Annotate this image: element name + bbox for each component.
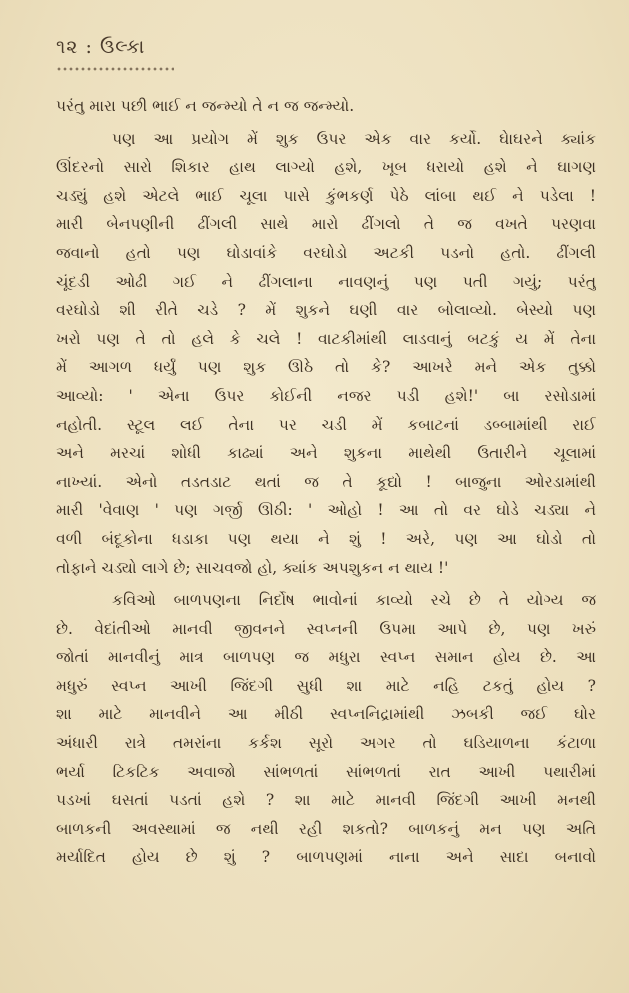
text-line: ચૂંદડી ઓઢી ગઈ ને ઢીંગલાના નાવણનું પણ પતી ગયું; પરંતુ xyxy=(56,272,596,291)
text-line: ઊંદરનો સારો શિકાર હાથ લાગ્યો હશે, ખૂબ ધરાયો હશે ને ઘાગણ xyxy=(56,158,596,177)
text-line: અંધારી રાત્રે તમરાંના કર્કશ સૂરો અગર તો ઘડિયાળના કંટાળા xyxy=(56,734,596,753)
text-line: બાળકની અવસ્થામાં જ નથી રહી શકતો? બાળકનું મન પણ અતિ xyxy=(56,819,596,838)
text-line: વરઘોડો શી રીતે ચડે ? મેં શુકને ઘણી વાર બોલાવ્યો. બેસ્યો પણ xyxy=(56,301,596,320)
text-line: જોતાં માનવીનું માત્ર બાળપણ જ મધુરા સ્વપ્ન સમાન હોય છે. આ xyxy=(56,648,596,667)
header-ornament-rule xyxy=(56,66,174,72)
paragraph xyxy=(56,125,596,583)
text-line: તોફાને ચડ્યો લાગે છે; સાચવજો હો, ક્યાંક અપશુકન ન થાય !' xyxy=(56,558,449,577)
text-line: વળી બંદૂકોના ધડાકા પણ થયા ને શું ! અરે, પણ આ ઘોડો તો xyxy=(56,529,596,548)
running-head: ૧૨ : ઉલ્કા xyxy=(56,36,146,58)
text-line: પરંતુ મારા પછી ભાઈ ન જન્મ્યો તે ન જ જન્મ્યો. xyxy=(56,97,355,115)
text-line: છે. વેદાંતીઓ માનવી જીવનને સ્વપ્નની ઉપમા આપે છે, પણ ખરું xyxy=(56,619,596,638)
text-line: શા માટે માનવીને આ મીઠી સ્વપ્નનિદ્રામાંથી ઝબકી જઈ ઘોર xyxy=(56,705,596,724)
text-line: મર્યાદિત હોય છે શું ? બાળપણમાં નાના અને સાદા બનાવો xyxy=(56,848,596,867)
text-line: ખરો પણ તે તો હલે કે ચલે ! વાટકીમાંથી લાડવાનું બટકું ય મેં તેના xyxy=(56,329,596,348)
paragraph xyxy=(56,92,596,121)
text-line: મારી બેનપણીની ઢીંગલી સાથે મારો ઢીંગલો તે જ વખતે પરણવા xyxy=(56,215,596,234)
text-line: પણ આ પ્રયોગ મેં શુક ઉપર એક વાર કર્યો. ઘેાઘરને ક્યાંક xyxy=(112,129,596,148)
body-text xyxy=(56,92,596,872)
text-line: ભર્યા ટિકટિક અવાજો સાંભળતાં સાંભળતાં રાત આખી પથારીમાં xyxy=(56,762,596,781)
text-line: મારી 'વેવાણ ' પણ ગર્જી ઊઠી: ' ઓહો ! આ તો વર ઘોડે ચડ્યા ને xyxy=(56,501,596,520)
paragraph xyxy=(56,586,596,872)
text-line: ચડ્યું હશે એટલે ભાઈ ચૂલા પાસે કુંભકર્ણ પેઠે લાંબા થઈ ને પડેલા ! xyxy=(56,186,596,205)
text-line: પડખાં ઘસતાં પડતાં હશે ? શા માટે માનવી જિંદગી આખી મનથી xyxy=(56,791,596,810)
text-line: અને મરચાં શોધી કાઢ્યાં અને શુકના માથેથી ઉતારીને ચૂલામાં xyxy=(56,444,596,463)
text-line: જવાનો હતો પણ ઘોડાવાંકે વરઘોડો અટકી પડનો હતો. ઢીંગલી xyxy=(56,243,596,262)
text-line: મધુરું સ્વપ્ન આખી જિંદગી સુધી શા માટે નહિ ટકતું હોય ? xyxy=(56,676,596,695)
text-line: નહોતી. સ્ટૂલ લઈ તેના પર ચડી મેં કબાટનાં ડબ્બામાંથી રાઈ xyxy=(56,415,596,434)
text-line: મેં આગળ ધર્યું પણ શુક ઊઠે તો કે? આખરે મને એક તુક્કો xyxy=(56,358,596,377)
text-line: કવિઓ બાળપણના નિર્દોષ ભાવોનાં કાવ્યો રચે છે તે યોગ્ય જ xyxy=(112,591,596,610)
text-line: આવ્યો: ' એના ઉપર કોઈની નજર પડી હશે!' બા રસોડામાં xyxy=(56,386,596,405)
text-line: નાખ્યાં. એનો તડતડાટ થતાં જ તે કૂદ્યો ! બાજુના ઓરડામાંથી xyxy=(56,472,596,491)
